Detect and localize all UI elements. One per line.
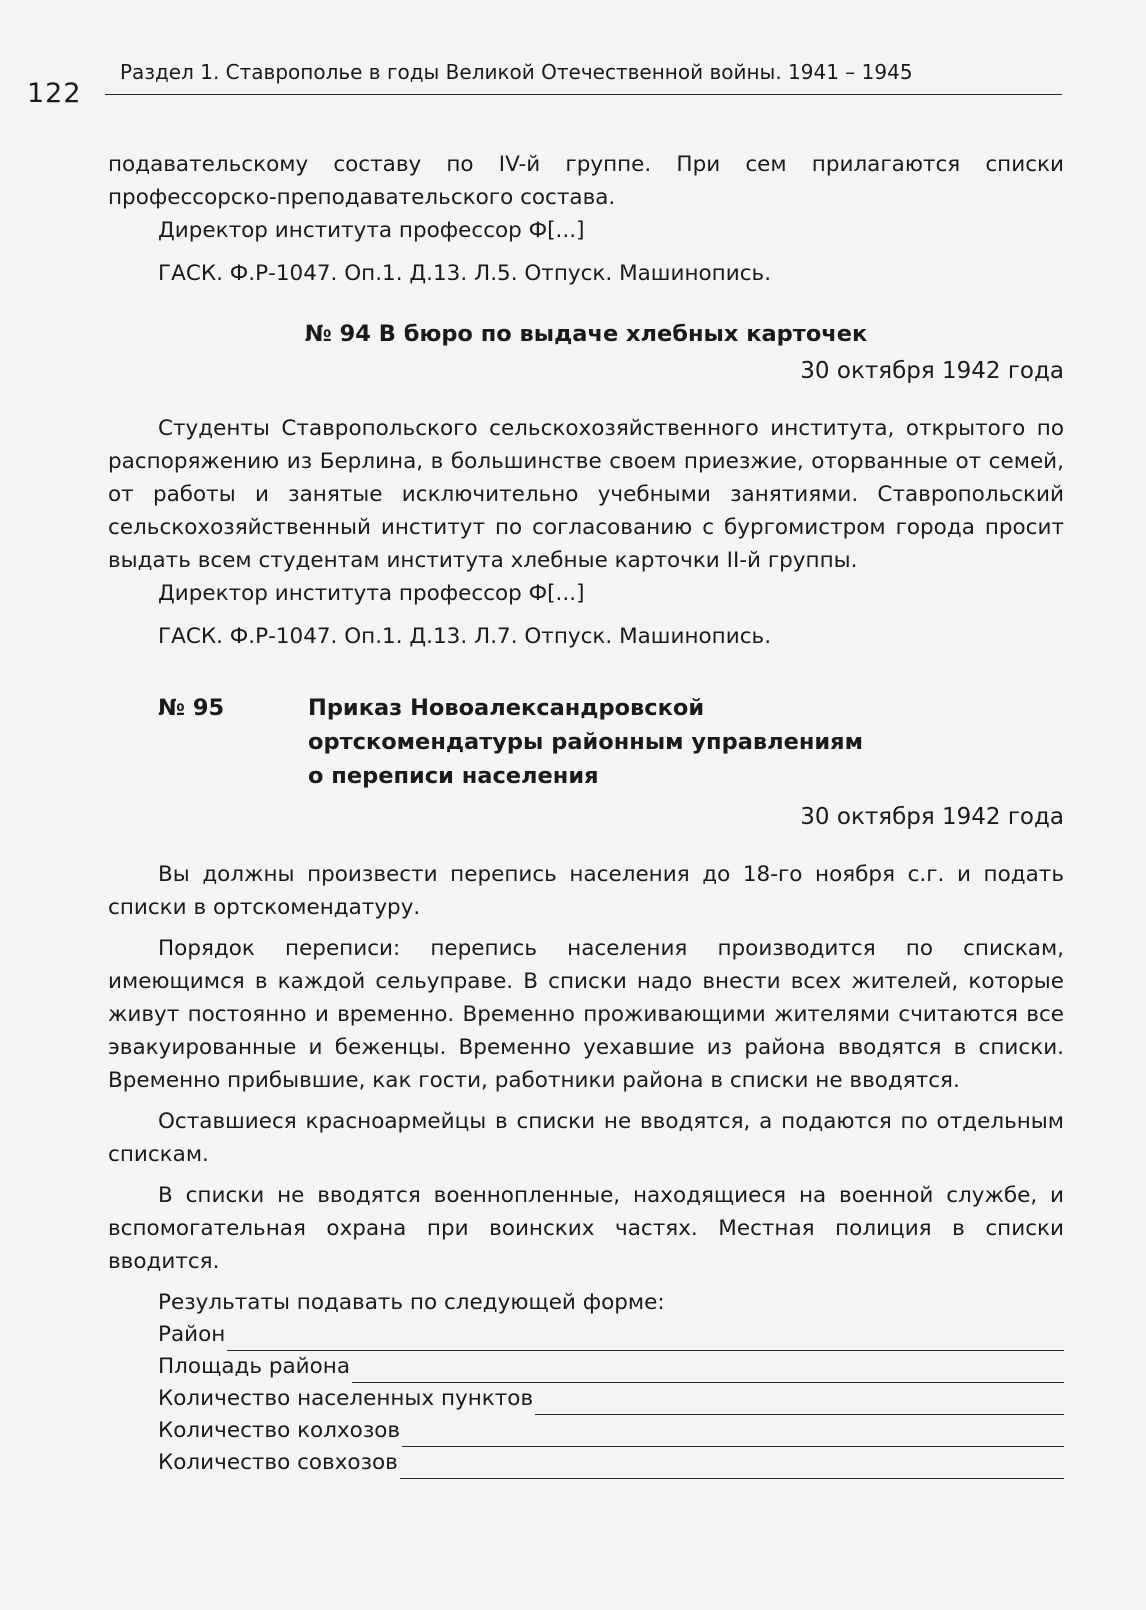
doc95-paragraph: Оставшиеся красноармейцы в списки не вводятся, а подаются по отдельным спискам. [108, 1109, 1064, 1167]
form-fill-line [227, 1326, 1064, 1351]
continuation-text: подавательскому составу по IV-й группе. При сем прилагаются списки профессорско-преподавательского состава. [108, 152, 1064, 210]
form-intro: Результаты подавать по следующей форме: [158, 1290, 665, 1315]
form-field-label: Количество колхозов [158, 1418, 401, 1443]
doc95-paragraph: Вы должны произвести перепись населения до 18-го ноября с.г. и подать списки в ортскомендатуру. [108, 862, 1064, 920]
doc94-date: 30 октября 1942 года [800, 358, 1064, 384]
header-rule [105, 94, 1062, 95]
continuation-signature: Директор института профессор Ф[...] [158, 218, 585, 243]
continuation-source: ГАСК. Ф.Р-1047. Оп.1. Д.13. Л.5. Отпуск. Машинопись. [158, 261, 772, 286]
doc95-date: 30 октября 1942 года [800, 804, 1064, 830]
running-title: Раздел 1. Ставрополье в годы Великой Отечественной войны. 1941 – 1945 [120, 60, 913, 84]
form-fill-line [352, 1358, 1064, 1383]
doc95-number: № 95 [158, 695, 225, 721]
doc94-title: № 94 В бюро по выдаче хлебных карточек [304, 321, 868, 347]
doc95-title-line: Приказ Новоалександровской [308, 695, 705, 721]
form-fill-line [535, 1390, 1064, 1415]
doc95-paragraph: В списки не вводятся военнопленные, находящиеся на военной службе, и вспомогательная охрана при воинских частях. Местная полиция в списки вводится. [108, 1183, 1064, 1274]
doc94-source: ГАСК. Ф.Р-1047. Оп.1. Д.13. Л.7. Отпуск. Машинопись. [158, 624, 772, 649]
doc94-text: Студенты Ставропольского сельскохозяйственного института, открытого по распоряжению из Берлина, в большинстве своем приезжие, оторванные от семей, от работы и занятые исключительно учебными занятиями. Ставропольский сельскохозяйственный институт по согласованию с бургомистром города просит выдать всем студентам института хлебные карточки II-й группы. [108, 416, 1064, 573]
page-number: 122 [27, 78, 82, 109]
doc95-title-line: о переписи населения [308, 763, 599, 789]
form-field-row [108, 1383, 1064, 1415]
doc95-title-line: ортскомендатуры районным управлениям [308, 729, 864, 755]
page-body [108, 148, 1064, 1479]
form-field-row [108, 1351, 1064, 1383]
form-fill-line [402, 1422, 1064, 1447]
form-field-row [108, 1319, 1064, 1351]
doc95-title [308, 691, 1064, 793]
form-field-label: Площадь района [158, 1354, 351, 1379]
doc95-heading [158, 691, 1064, 793]
form-field-row [108, 1415, 1064, 1447]
form-field-label: Количество населенных пунктов [158, 1386, 534, 1411]
form-field-row [108, 1447, 1064, 1479]
doc94-signature: Директор института профессор Ф[...] [158, 581, 585, 606]
form-field-label: Район [158, 1322, 226, 1347]
form-fill-line [400, 1454, 1064, 1479]
form-field-label: Количество совхозов [158, 1450, 398, 1475]
doc95-paragraph: Порядок переписи: перепись населения производится по спискам, имеющимся в каждой сельуправе. В списки надо внести всех жителей, которые живут постоянно и временно. Временно проживающими жителями считаются все эвакуированные и беженцы. Временно уехавшие из района вводятся в списки. Временно прибывшие, как гости, работники района в списки не вводятся. [108, 936, 1064, 1093]
